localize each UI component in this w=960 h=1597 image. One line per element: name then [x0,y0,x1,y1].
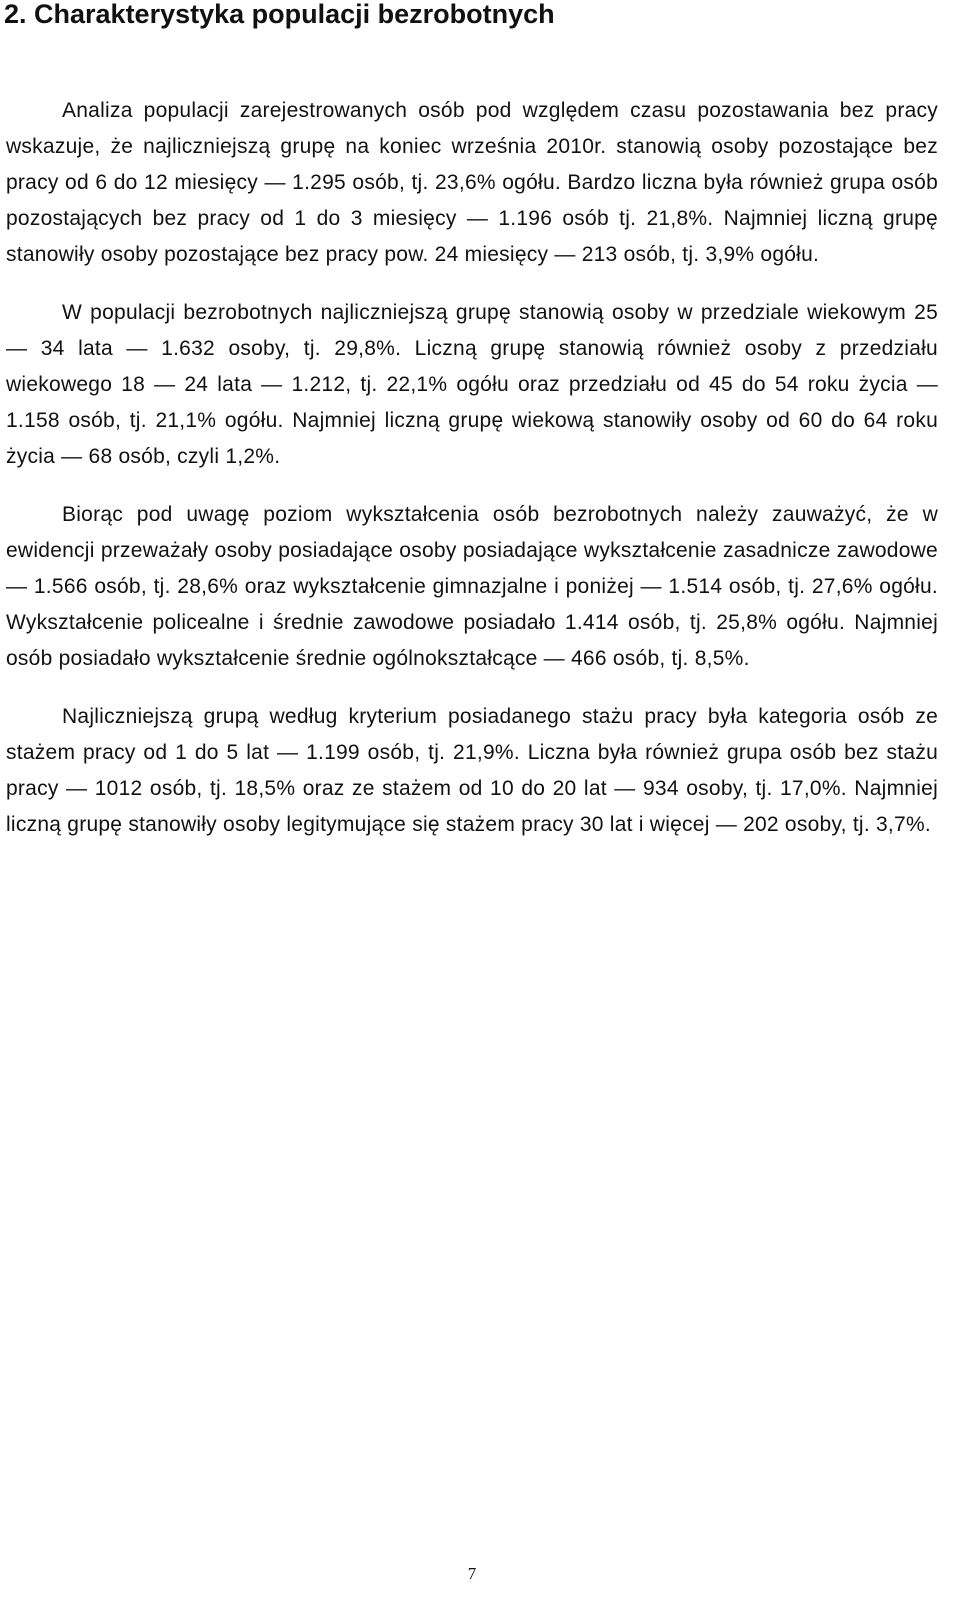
page-number: 7 [467,1564,477,1583]
paragraph-age-groups: W populacji bezrobotnych najliczniejszą grupę stanowią osoby w przedziale wiekowym 25 — 34 lata — 1.632 osoby, tj. 29,8%. Liczną grupę stanowią również osoby z przedziału wiekowego 18 — 24 lata — 1.212, tj. 22,1% ogółu oraz przedziału od 45 do 54 roku życia — 1.158 osób, tj. 21,1% ogółu. Najmniej liczną grupę wiekową stanowiły osoby od 60 do 64 roku życia — 68 osób, czyli 1,2%. [6,301,938,468]
paragraph-unemployment-duration: Analiza populacji zarejestrowanych osób pod względem czasu pozostawania bez pracy wskazuje, że najliczniejszą grupę na koniec września 2010r. stanowią osoby pozostające bez pracy od 6 do 12 miesięcy — 1.295 osób, tj. 23,6% ogółu. Bardzo liczna była również grupa osób pozostających bez pracy od 1 do 3 miesięcy — 1.196 osób tj. 21,8%. Najmniej liczną grupę stanowiły osoby pozostające bez pracy pow. 24 miesięcy — 213 osób, tj. 3,9% ogółu. [6,99,938,266]
section-heading: 2. Charakterystyka populacji bezrobotnych [4,0,555,29]
paragraph-education-level: Biorąc pod uwagę poziom wykształcenia osób bezrobotnych należy zauważyć, że w ewidencji przeważały osoby posiadające osoby posiadające wykształcenie zasadnicze zawodowe — 1.566 osób, tj. 28,6% oraz wykształcenie gimnazjalne i poniżej — 1.514 osób, tj. 27,6% ogółu. Wykształcenie policealne i średnie zawodowe posiadało 1.414 osób, tj. 25,8% ogółu. Najmniej osób posiadało wykształcenie średnie ogólnokształcące — 466 osób, tj. 8,5%. [6,503,938,670]
document-body [6,93,938,865]
paragraph-work-experience: Najliczniejszą grupą według kryterium posiadanego stażu pracy była kategoria osób ze stażem pracy od 1 do 5 lat — 1.199 osób, tj. 21,9%. Liczna była również grupa osób bez stażu pracy — 1012 osób, tj. 18,5% oraz ze stażem od 10 do 20 lat — 934 osoby, tj. 17,0%. Najmniej liczną grupę stanowiły osoby legitymujące się stażem pracy 30 lat i więcej — 202 osoby, tj. 3,7%. [6,705,938,836]
